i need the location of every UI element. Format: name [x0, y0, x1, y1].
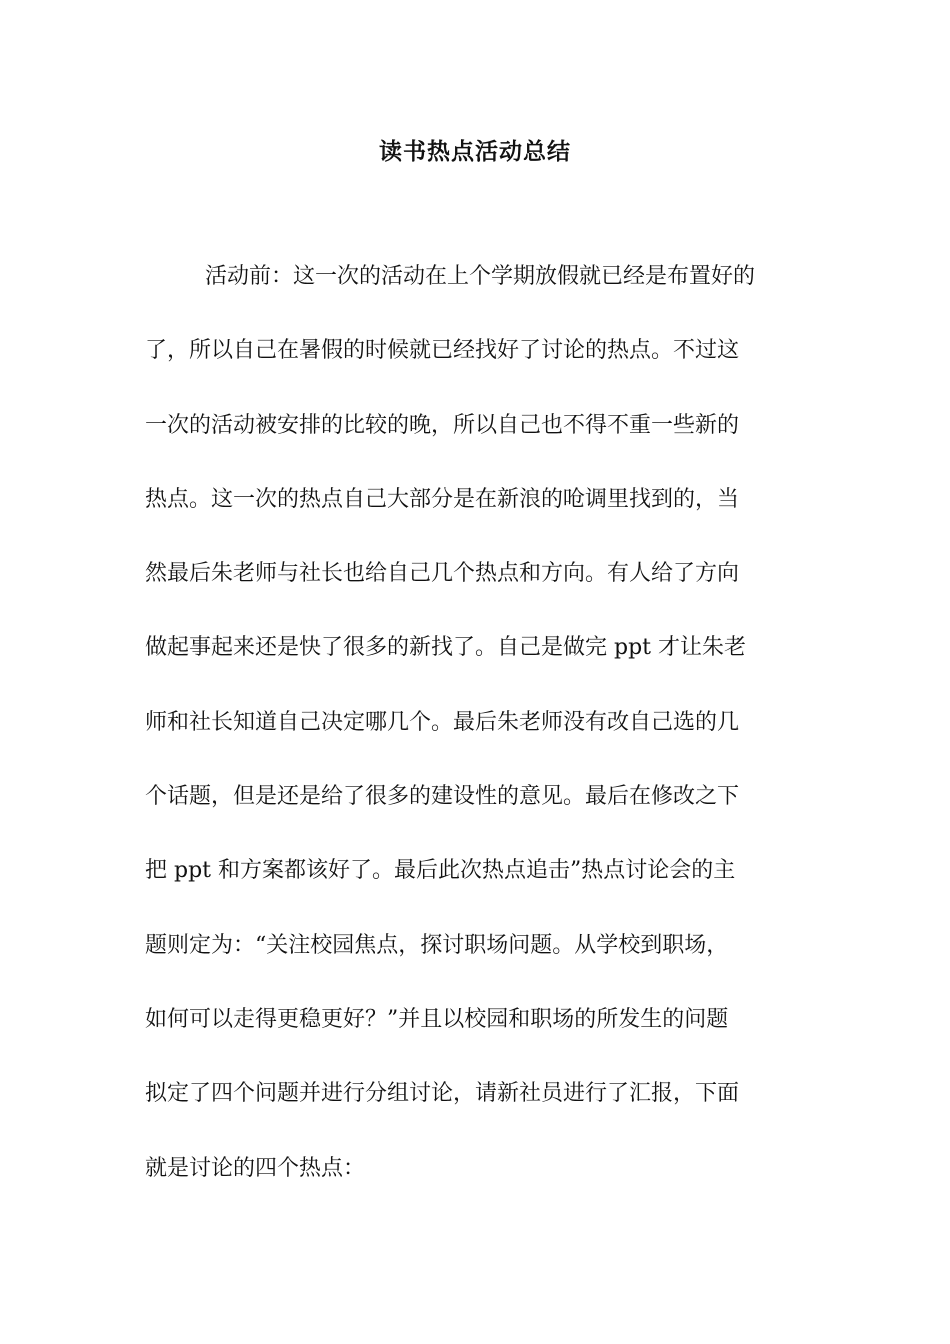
paragraph-line-6: 做起事起来还是快了很多的新找了。自己是做完 ppt 才让朱老 [145, 635, 746, 661]
paragraph-line-5: 然最后朱老师与社长也给自己几个热点和方向。有人给了方向 [145, 561, 740, 587]
document-title: 读书热点活动总结 [379, 139, 571, 165]
paragraph-line-10: 题则定为：“关注校园焦点，探讨职场问题。从学校到职场， [145, 932, 729, 958]
paragraph-line-11: 如何可以走得更稳更好？”并且以校园和职场的所发生的问题 [145, 1006, 729, 1032]
paragraph-line-8: 个话题，但是还是给了很多的建设性的意见。最后在修改之下 [145, 784, 740, 810]
paragraph-line-2: 了，所以自己在暑假的时候就已经找好了讨论的热点。不过这 [145, 338, 740, 364]
paragraph-line-12: 拟定了四个问题并进行分组讨论，请新社员进行了汇报，下面 [145, 1081, 740, 1107]
paragraph-line-7: 师和社长知道自己决定哪几个。最后朱老师没有改自己选的几 [145, 709, 740, 735]
paragraph-line-3: 一次的活动被安排的比较的晚，所以自己也不得不重一些新的 [145, 412, 740, 438]
paragraph-line-13: 就是讨论的四个热点： [145, 1155, 366, 1181]
document-body [145, 255, 810, 1221]
paragraph-line-1: 活动前：这一次的活动在上个学期放假就已经是布置好的 [205, 264, 756, 289]
paragraph-line-9: 把 ppt 和方案都该好了。最后此次热点追击”热点讨论会的主 [145, 858, 736, 884]
paragraph-line-4: 热点。这一次的热点自己大部分是在新浪的呛调里找到的，当 [145, 486, 740, 512]
